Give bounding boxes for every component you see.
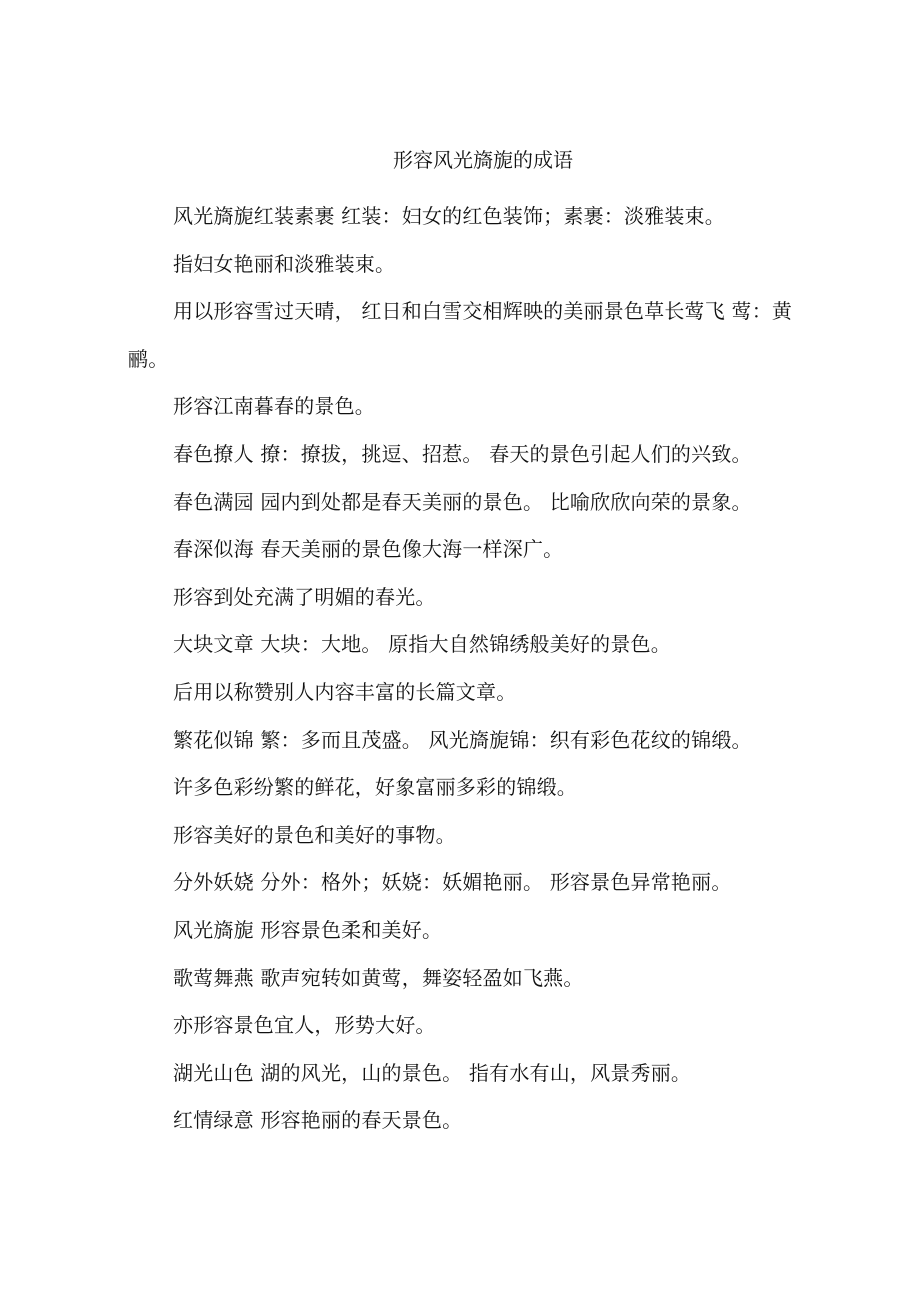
paragraph: 用以形容雪过天晴， 红日和白雪交相辉映的美丽景色草长莺飞 莺：黄鹂。: [128, 299, 793, 371]
paragraph: 风光旖旎 形容景色柔和美好。: [173, 917, 443, 942]
paragraph: 湖光山色 湖的风光，山的景色。 指有水有山，风景秀丽。: [173, 1060, 692, 1085]
paragraph: 春色满园 园内到处都是春天美丽的景色。 比喻欣欣向荣的景象。: [173, 489, 752, 514]
paragraph: 亦形容景色宜人，形势大好。: [173, 1013, 436, 1038]
document-page: [128, 146, 808, 1145]
paragraph: 指妇女艳丽和淡雅装束。: [173, 251, 396, 276]
paragraph: 后用以称赞别人内容丰富的长篇文章。: [173, 679, 517, 704]
paragraph: 形容美好的景色和美好的事物。: [173, 822, 456, 847]
paragraph: 许多色彩纷繁的鲜花，好象富丽多彩的锦缎。: [173, 775, 577, 800]
paragraph: 分外妖娆 分外：格外；妖娆：妖媚艳丽。 形容景色异常艳丽。: [173, 870, 732, 895]
paragraph: 形容江南暮春的景色。: [173, 394, 375, 419]
paragraph: 繁花似锦 繁：多而且茂盛。 风光旖旎锦：织有彩色花纹的锦缎。: [173, 727, 752, 752]
paragraph: 春深似海 春天美丽的景色像大海一样深广。: [173, 537, 564, 562]
paragraph: 红情绿意 形容艳丽的春天景色。: [173, 1108, 463, 1133]
paragraph: 风光旖旎红装素裹 红装：妇女的红色装饰；素裹：淡雅装束。: [173, 204, 725, 228]
document-title: 形容风光旖旎的成语: [393, 148, 573, 172]
paragraph: 春色撩人 撩：撩拔，挑逗、招惹。 春天的景色引起人们的兴致。: [173, 441, 752, 466]
paragraph: 歌莺舞燕 歌声宛转如黄莺，舞姿轻盈如飞燕。: [173, 965, 584, 990]
paragraph: 大块文章 大块：大地。 原指大自然锦绣般美好的景色。: [173, 632, 671, 657]
paragraph: 形容到处充满了明媚的春光。: [173, 584, 436, 609]
